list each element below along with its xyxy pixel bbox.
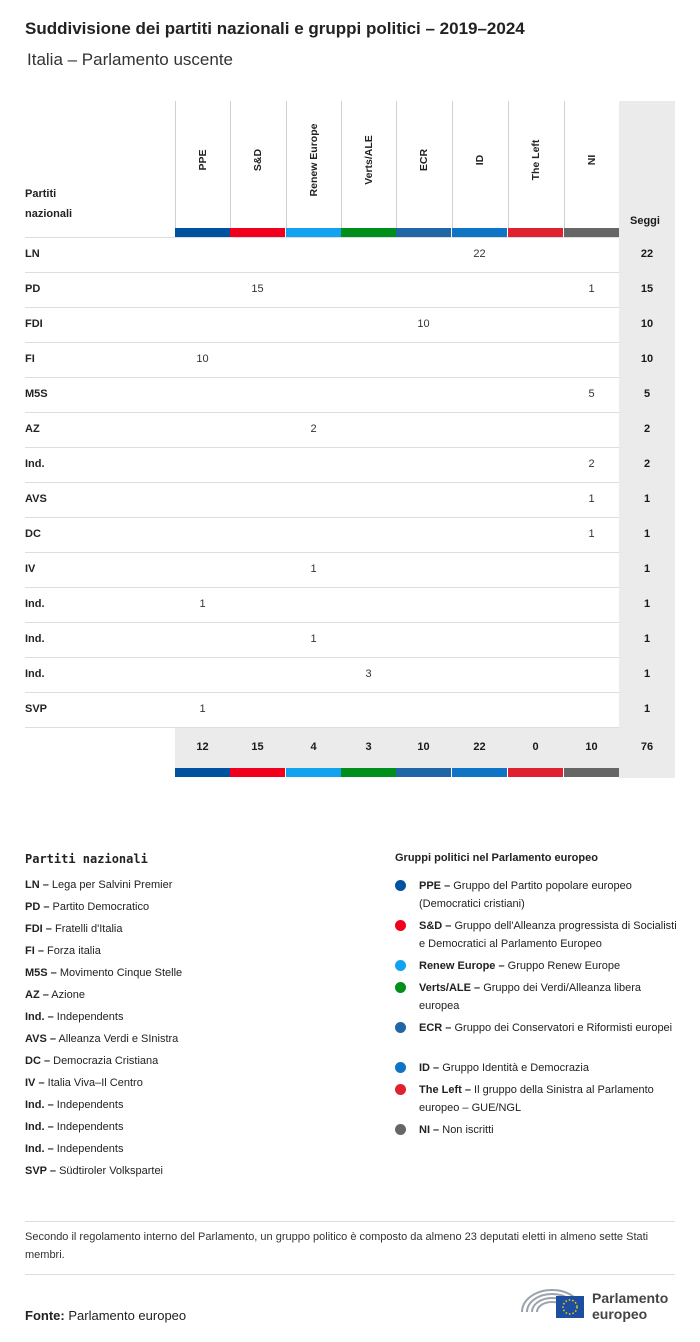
seat-value: 10 [417, 318, 430, 330]
group-color-bar-bottom [175, 768, 230, 777]
group-color-bar-bottom [452, 768, 507, 777]
party-seat-total: 10 [640, 353, 654, 365]
header-line [25, 237, 619, 238]
source [25, 1308, 186, 1323]
party-legend-item [25, 1165, 163, 1177]
group-legend-text [419, 979, 677, 1015]
group-color-bar [286, 228, 341, 237]
seat-value: 2 [588, 458, 595, 470]
seats-header: Seggi [630, 215, 660, 227]
party-seat-total: 1 [643, 493, 651, 505]
party-seat-total: 1 [643, 633, 651, 645]
group-legend-abbr: NI – [419, 1124, 440, 1136]
group-color-dot [395, 1062, 406, 1073]
group-label: NI [585, 154, 598, 166]
party-legend-abbr: PD – [25, 901, 50, 913]
row-divider [25, 377, 619, 378]
group-color-bar-bottom [564, 768, 619, 777]
source-label: Fonte: [25, 1308, 65, 1323]
group-legend-text [419, 1121, 677, 1139]
group-label: ECR [417, 148, 430, 172]
group-legend-name: Gruppo dei Verdi/Alleanza libera europea [419, 982, 641, 1012]
column-divider [286, 101, 287, 237]
row-divider [25, 447, 619, 448]
group-legend-name: Gruppo dei Conservatori e Riformisti europei [454, 1022, 673, 1034]
group-legend-name: Gruppo Identità e Democrazia [442, 1062, 589, 1074]
divider [25, 1221, 675, 1222]
party-seat-total: 2 [643, 458, 651, 470]
party-legend-abbr: FI – [25, 945, 44, 957]
party-legend-item [25, 1077, 143, 1089]
group-total: 12 [196, 741, 209, 753]
party-legend-name: Lega per Salvini Premier [51, 879, 173, 891]
divider [25, 1274, 675, 1275]
party-legend-abbr: IV – [25, 1077, 45, 1089]
party-legend-abbr: Ind. – [25, 1099, 54, 1111]
party-legend-item [25, 1099, 123, 1111]
party-label: IV [25, 563, 36, 575]
party-legend-abbr: DC – [25, 1055, 51, 1067]
party-label: DC [25, 528, 41, 540]
party-legend-item [25, 1033, 178, 1045]
party-seat-total: 1 [643, 598, 651, 610]
party-legend-abbr: FDI – [25, 923, 52, 935]
group-legend-text [419, 917, 677, 953]
group-total: 4 [310, 741, 317, 753]
group-legend-text [419, 1019, 677, 1037]
row-divider [25, 517, 619, 518]
row-divider [25, 272, 619, 273]
seat-value: 5 [588, 388, 595, 400]
party-label: FI [25, 353, 35, 365]
party-seat-total: 1 [643, 668, 651, 680]
seat-value: 1 [199, 598, 206, 610]
party-legend-item [25, 967, 182, 979]
row-divider [25, 692, 619, 693]
column-divider [230, 101, 231, 237]
group-label: S&D [251, 148, 264, 172]
seat-value: 22 [473, 248, 486, 260]
seat-value: 1 [588, 283, 595, 295]
page-title: Suddivisione dei partiti nazionali e gruppi politici – 2019–2024 [25, 19, 525, 38]
group-color-bar [564, 228, 619, 237]
party-seat-total: 22 [640, 248, 654, 260]
group-color-bar [230, 228, 285, 237]
column-header-1 [251, 148, 278, 180]
group-legend-text [419, 1059, 677, 1077]
party-label: Ind. [25, 633, 45, 645]
group-legend-name: Gruppo Renew Europe [507, 960, 621, 972]
page-subtitle: Italia – Parlamento uscente [27, 50, 234, 69]
group-legend-abbr: ID – [419, 1062, 440, 1074]
group-total: 22 [473, 741, 486, 753]
party-legend-name: Movimento Cinque Stelle [59, 967, 183, 979]
seat-value: 3 [365, 668, 372, 680]
groups-legend-title: Gruppi politici nel Parlamento europeo [395, 852, 598, 864]
party-label: SVP [25, 703, 48, 715]
party-legend-item [25, 879, 172, 891]
row-divider [25, 307, 619, 308]
group-label: The Left [529, 139, 542, 181]
party-legend-name: Independents [56, 1099, 124, 1111]
party-legend-item [25, 989, 85, 1001]
group-color-bar-bottom [286, 768, 341, 777]
group-label: PPE [196, 149, 209, 171]
row-divider [25, 342, 619, 343]
group-color-bar-bottom [508, 768, 563, 777]
group-total: 10 [585, 741, 598, 753]
column-header-6 [529, 139, 556, 181]
row-divider [25, 587, 619, 588]
party-label: PD [25, 283, 41, 295]
seat-value: 2 [310, 423, 317, 435]
source-value: Parlamento europeo [68, 1308, 187, 1323]
group-label: Verts/ALE [362, 135, 375, 185]
group-total: 10 [417, 741, 430, 753]
group-legend-name: Il gruppo della Sinistra al Parlamento europeo – GUE/NGL [419, 1084, 654, 1114]
party-label: M5S [25, 388, 48, 400]
group-legend-name: Gruppo dell'Alleanza progressista di Socialisti e Democratici al Parlamento Europeo [419, 920, 677, 950]
party-legend-item [25, 1011, 123, 1023]
group-legend-text [419, 957, 677, 975]
party-label: Ind. [25, 598, 45, 610]
group-color-bar [452, 228, 507, 237]
party-legend-item [25, 1143, 123, 1155]
group-color-dot [395, 880, 406, 891]
party-seat-total: 5 [643, 388, 651, 400]
party-legend-name: Alleanza Verdi e SInistra [58, 1033, 179, 1045]
group-color-bar [341, 228, 396, 237]
column-divider [564, 101, 565, 237]
row-divider [25, 727, 619, 728]
party-legend-name: Fratelli d'Italia [54, 923, 123, 935]
group-legend-abbr: Verts/ALE – [419, 982, 481, 994]
group-color-dot [395, 982, 406, 993]
party-seat-total: 1 [643, 528, 651, 540]
group-legend-text [419, 1081, 677, 1117]
column-header-4 [417, 148, 444, 180]
seat-value: 15 [251, 283, 264, 295]
group-color-bar-bottom [341, 768, 396, 777]
group-legend-abbr: Renew Europe – [419, 960, 505, 972]
group-color-dot [395, 1124, 406, 1135]
party-label: AZ [25, 423, 40, 435]
party-seat-total: 2 [643, 423, 651, 435]
party-legend-abbr: SVP – [25, 1165, 56, 1177]
group-total: 0 [532, 741, 539, 753]
party-legend-item [25, 923, 122, 935]
party-legend-name: Partito Democratico [52, 901, 150, 913]
group-color-bar [508, 228, 563, 237]
row-divider [25, 552, 619, 553]
seat-value: 1 [199, 703, 206, 715]
grand-total: 76 [640, 741, 654, 753]
column-divider [452, 101, 453, 237]
row-divider [25, 622, 619, 623]
column-header-3 [362, 135, 389, 185]
hemicycle-icon [520, 1282, 590, 1322]
row-divider [25, 657, 619, 658]
logo-line1: Parlamento [592, 1290, 669, 1306]
seat-value: 1 [588, 528, 595, 540]
party-legend-item [25, 901, 149, 913]
party-legend-abbr: M5S – [25, 967, 57, 979]
footnote: Secondo il regolamento interno del Parlamento, un gruppo politico è composto da almeno 23 deputati eletti in almeno sette Stati membri. [25, 1231, 649, 1261]
group-color-bar [396, 228, 451, 237]
seat-value: 1 [310, 563, 317, 575]
column-divider [341, 101, 342, 237]
party-legend-name: Independents [56, 1143, 124, 1155]
parties-header-line2: nazionali [25, 208, 73, 220]
group-total: 3 [365, 741, 372, 753]
party-legend-name: Democrazia Cristiana [53, 1055, 159, 1067]
party-legend-name: Forza italia [47, 945, 101, 957]
party-seat-total: 10 [640, 318, 654, 330]
party-legend-name: Independents [56, 1011, 124, 1023]
party-seat-total: 1 [643, 563, 651, 575]
column-header-2 [307, 123, 334, 197]
party-legend-abbr: AVS – [25, 1033, 56, 1045]
group-color-bar-bottom [230, 768, 285, 777]
group-legend-abbr: PPE – [419, 880, 451, 892]
group-color-dot [395, 960, 406, 971]
group-total: 15 [251, 741, 264, 753]
column-divider [508, 101, 509, 237]
logo-text [592, 1290, 668, 1322]
seat-value: 10 [196, 353, 209, 365]
party-legend-abbr: Ind. – [25, 1011, 54, 1023]
seat-value: 1 [310, 633, 317, 645]
column-divider [396, 101, 397, 237]
seat-value: 1 [588, 493, 595, 505]
group-color-dot [395, 920, 406, 931]
column-divider [175, 101, 176, 237]
parties-legend-title: Partiti nazionali [25, 852, 148, 866]
party-label: FDI [25, 318, 43, 330]
party-legend-name: Südtiroler Volkspartei [59, 1165, 164, 1177]
party-legend-item [25, 1055, 158, 1067]
column-header-7 [585, 154, 612, 180]
party-legend-item [25, 1121, 123, 1133]
party-label: LN [25, 248, 40, 260]
logo-line2: europeo [592, 1306, 648, 1322]
column-header-5 [473, 154, 500, 180]
group-legend-name: Gruppo del Partito popolare europeo (Democratici cristiani) [419, 880, 632, 910]
parties-header-line1: Partiti [25, 188, 57, 200]
party-legend-abbr: Ind. – [25, 1121, 54, 1133]
group-color-bar-bottom [396, 768, 451, 777]
row-divider [25, 482, 619, 483]
row-divider [25, 412, 619, 413]
group-legend-abbr: ECR – [419, 1022, 452, 1034]
party-legend-item [25, 945, 101, 957]
group-legend-abbr: S&D – [419, 920, 452, 932]
column-header-0 [196, 149, 223, 180]
party-label: Ind. [25, 668, 45, 680]
group-color-dot [395, 1022, 406, 1033]
group-label: ID [473, 154, 486, 166]
group-color-dot [395, 1084, 406, 1095]
party-legend-name: Italia Viva–Il Centro [47, 1077, 143, 1089]
group-label: Renew Europe [307, 123, 320, 197]
party-label: Ind. [25, 458, 45, 470]
group-legend-text [419, 877, 677, 913]
group-color-bar [175, 228, 230, 237]
group-legend-name: Non iscritti [442, 1124, 494, 1136]
party-legend-name: Independents [56, 1121, 124, 1133]
party-seat-total: 1 [643, 703, 651, 715]
group-legend-abbr: The Left – [419, 1084, 471, 1096]
party-legend-abbr: AZ – [25, 989, 49, 1001]
party-legend-abbr: Ind. – [25, 1143, 54, 1155]
party-legend-abbr: LN – [25, 879, 49, 891]
party-label: AVS [25, 493, 47, 505]
party-legend-name: Azione [51, 989, 85, 1001]
party-seat-total: 15 [640, 283, 654, 295]
